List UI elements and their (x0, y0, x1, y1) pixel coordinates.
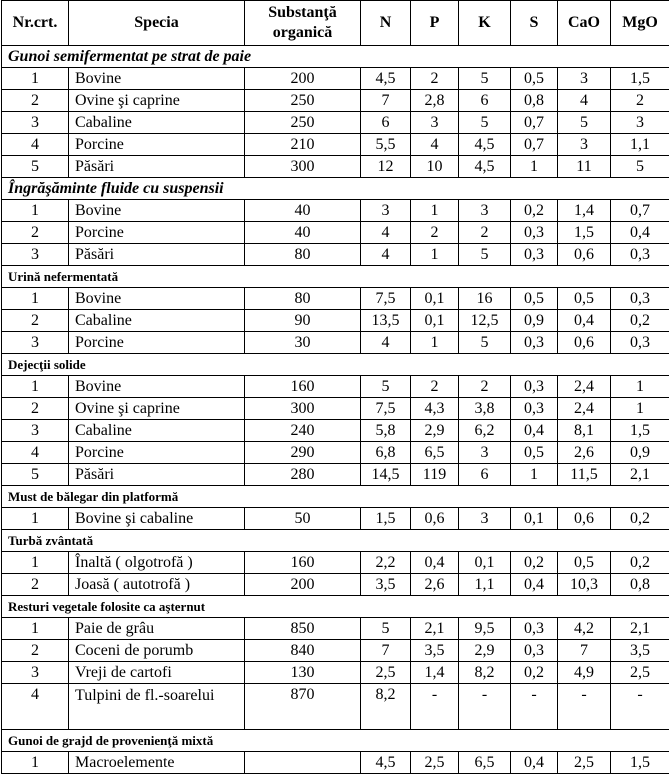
cell-nr: 2 (2, 222, 69, 244)
header-row (2, 1, 669, 46)
cell-k: 4,5 (459, 134, 511, 156)
table-row (2, 552, 669, 574)
cell-k: 5 (459, 332, 511, 354)
cell-substanta: 300 (245, 398, 361, 420)
cell-cao: 3 (558, 134, 611, 156)
cell-p: 2 (411, 222, 459, 244)
cell-substanta: 160 (245, 552, 361, 574)
cell-cao: 5 (558, 112, 611, 134)
cell-n: 12 (361, 156, 411, 178)
cell-cao: 4 (558, 90, 611, 112)
cell-specia: Bovine şi cabaline (69, 508, 245, 530)
cell-s: 0,3 (511, 222, 558, 244)
table-row (2, 574, 669, 596)
cell-mgo: 0,9 (611, 442, 669, 464)
table-row (2, 464, 669, 486)
cell-n: 14,5 (361, 464, 411, 486)
cell-mgo: 1,5 (611, 68, 669, 90)
cell-k: 2,9 (459, 640, 511, 662)
cell-substanta: 250 (245, 90, 361, 112)
cell-mgo: 2,1 (611, 618, 669, 640)
cell-mgo: 2 (611, 90, 669, 112)
cell-specia: Coceni de porumb (69, 640, 245, 662)
cell-mgo: 0,2 (611, 310, 669, 332)
cell-substanta: 30 (245, 332, 361, 354)
cell-p: 2,9 (411, 420, 459, 442)
col-header-p: P (411, 1, 459, 46)
cell-cao: 10,3 (558, 574, 611, 596)
cell-p: 4,3 (411, 398, 459, 420)
cell-n: 1,5 (361, 508, 411, 530)
cell-n: 7,5 (361, 398, 411, 420)
cell-substanta: 290 (245, 442, 361, 464)
cell-cao: 11,5 (558, 464, 611, 486)
col-header-mgo: MgO (611, 1, 669, 46)
cell-cao: 4,9 (558, 662, 611, 684)
cell-cao: 0,5 (558, 288, 611, 310)
cell-p: 0,6 (411, 508, 459, 530)
cell-s: 0,3 (511, 376, 558, 398)
cell-s: 0,2 (511, 200, 558, 222)
cell-s: 1 (511, 156, 558, 178)
cell-nr: 2 (2, 310, 69, 332)
table-row (2, 640, 669, 662)
cell-specia: Bovine (69, 288, 245, 310)
cell-s: 0,4 (511, 420, 558, 442)
table-row (2, 68, 669, 90)
cell-nr: 3 (2, 332, 69, 354)
cell-p: - (411, 684, 459, 730)
cell-s: 0,3 (511, 640, 558, 662)
cell-mgo: 0,2 (611, 552, 669, 574)
cell-p: 1 (411, 244, 459, 266)
section-title: Îngrăşăminte fluide cu suspensii (2, 178, 669, 200)
table-row (2, 222, 669, 244)
cell-cao: 2,4 (558, 398, 611, 420)
cell-substanta: 160 (245, 376, 361, 398)
table-row (2, 752, 669, 774)
cell-p: 3,5 (411, 640, 459, 662)
cell-n: 7 (361, 90, 411, 112)
cell-specia: Înaltă ( olgotrofă ) (69, 552, 245, 574)
cell-cao: 2,4 (558, 376, 611, 398)
table-row (2, 90, 669, 112)
cell-p: 119 (411, 464, 459, 486)
cell-k: 3 (459, 200, 511, 222)
cell-s: 0,5 (511, 288, 558, 310)
cell-specia: Cabaline (69, 112, 245, 134)
cell-n: 3 (361, 200, 411, 222)
section-header-row (2, 730, 669, 752)
cell-nr: 3 (2, 420, 69, 442)
cell-substanta: 80 (245, 288, 361, 310)
cell-n: 8,2 (361, 684, 411, 730)
cell-p: 2,5 (411, 752, 459, 774)
cell-k: 3 (459, 442, 511, 464)
cell-k: 5 (459, 68, 511, 90)
cell-s: 0,3 (511, 398, 558, 420)
section-header-row (2, 530, 669, 552)
cell-s: 0,7 (511, 112, 558, 134)
cell-n: 6 (361, 112, 411, 134)
cell-nr: 1 (2, 618, 69, 640)
cell-mgo: 0,7 (611, 200, 669, 222)
cell-cao: 0,6 (558, 332, 611, 354)
cell-s: 0,3 (511, 332, 558, 354)
cell-nr: 2 (2, 90, 69, 112)
cell-substanta: 200 (245, 68, 361, 90)
cell-substanta: 280 (245, 464, 361, 486)
section-title: Must de bălegar din platformă (2, 486, 669, 508)
cell-cao: 4,2 (558, 618, 611, 640)
table-row (2, 376, 669, 398)
cell-mgo: 0,3 (611, 332, 669, 354)
cell-mgo: 0,4 (611, 222, 669, 244)
cell-n: 3,5 (361, 574, 411, 596)
cell-mgo: 1,5 (611, 420, 669, 442)
cell-k: 6,5 (459, 752, 511, 774)
cell-k: 2 (459, 222, 511, 244)
cell-k: 12,5 (459, 310, 511, 332)
cell-mgo: 1,5 (611, 752, 669, 774)
cell-s: 0,7 (511, 134, 558, 156)
cell-p: 3 (411, 112, 459, 134)
cell-cao: 0,6 (558, 244, 611, 266)
cell-nr: 2 (2, 574, 69, 596)
cell-s: 0,2 (511, 662, 558, 684)
table-row (2, 310, 669, 332)
cell-substanta: 80 (245, 244, 361, 266)
cell-nr: 4 (2, 134, 69, 156)
cell-s: 0,9 (511, 310, 558, 332)
cell-cao: 1,4 (558, 200, 611, 222)
cell-specia: Joasă ( autotrofă ) (69, 574, 245, 596)
cell-specia: Ovine şi caprine (69, 90, 245, 112)
cell-nr: 1 (2, 508, 69, 530)
cell-substanta: 200 (245, 574, 361, 596)
cell-specia: Porcine (69, 222, 245, 244)
cell-nr: 5 (2, 156, 69, 178)
cell-nr: 1 (2, 376, 69, 398)
table-row (2, 618, 669, 640)
cell-nr: 2 (2, 640, 69, 662)
cell-n: 4 (361, 222, 411, 244)
cell-cao: 8,1 (558, 420, 611, 442)
section-header-row (2, 178, 669, 200)
cell-k: 3,8 (459, 398, 511, 420)
cell-cao: 3 (558, 68, 611, 90)
table-row (2, 200, 669, 222)
cell-mgo: 0,8 (611, 574, 669, 596)
cell-specia: Bovine (69, 68, 245, 90)
cell-n: 5,8 (361, 420, 411, 442)
cell-n: 4,5 (361, 68, 411, 90)
cell-cao: 0,5 (558, 552, 611, 574)
cell-substanta: 90 (245, 310, 361, 332)
cell-n: 4 (361, 332, 411, 354)
cell-k: 1,1 (459, 574, 511, 596)
cell-s: 0,1 (511, 508, 558, 530)
cell-s: 0,5 (511, 442, 558, 464)
cell-p: 2,6 (411, 574, 459, 596)
cell-k: 5 (459, 244, 511, 266)
cell-k: 2 (459, 376, 511, 398)
cell-substanta: 850 (245, 618, 361, 640)
cell-s: 0,5 (511, 68, 558, 90)
table-row (2, 288, 669, 310)
cell-nr: 2 (2, 398, 69, 420)
table-row (2, 112, 669, 134)
cell-k: 6,2 (459, 420, 511, 442)
cell-n: 6,8 (361, 442, 411, 464)
table-row (2, 420, 669, 442)
cell-substanta: 300 (245, 156, 361, 178)
cell-specia: Paie de grâu (69, 618, 245, 640)
cell-k: 16 (459, 288, 511, 310)
cell-mgo: 3 (611, 112, 669, 134)
col-header-k: K (459, 1, 511, 46)
section-header-row (2, 354, 669, 376)
cell-s: 0,4 (511, 752, 558, 774)
cell-substanta: 210 (245, 134, 361, 156)
cell-cao: 7 (558, 640, 611, 662)
cell-n: 5,5 (361, 134, 411, 156)
cell-p: 10 (411, 156, 459, 178)
cell-p: 1 (411, 332, 459, 354)
col-header-specia: Specia (69, 1, 245, 46)
cell-p: 1 (411, 200, 459, 222)
cell-s: 0,3 (511, 618, 558, 640)
cell-n: 4 (361, 244, 411, 266)
col-header-n: N (361, 1, 411, 46)
cell-mgo: 1 (611, 398, 669, 420)
fertilizer-composition-table (1, 0, 669, 774)
section-title: Urină nefermentată (2, 266, 669, 288)
cell-specia: Porcine (69, 134, 245, 156)
cell-k: 4,5 (459, 156, 511, 178)
cell-cao: 0,6 (558, 508, 611, 530)
cell-mgo: 1 (611, 376, 669, 398)
cell-specia: Porcine (69, 442, 245, 464)
section-header-row (2, 266, 669, 288)
cell-n: 7 (361, 640, 411, 662)
cell-p: 2,8 (411, 90, 459, 112)
cell-nr: 4 (2, 442, 69, 464)
section-title: Resturi vegetale folosite ca aşternut (2, 596, 669, 618)
cell-p: 0,1 (411, 288, 459, 310)
cell-nr: 5 (2, 464, 69, 486)
col-header-substanta: Substanţă organică (245, 1, 361, 46)
cell-s: 0,3 (511, 244, 558, 266)
cell-n: 5 (361, 618, 411, 640)
table-row (2, 156, 669, 178)
cell-specia: Păsări (69, 464, 245, 486)
cell-p: 1,4 (411, 662, 459, 684)
cell-cao: 1,5 (558, 222, 611, 244)
cell-k: 3 (459, 508, 511, 530)
cell-substanta: 130 (245, 662, 361, 684)
cell-specia: Bovine (69, 376, 245, 398)
cell-substanta: 50 (245, 508, 361, 530)
col-header-nr: Nr.crt. (2, 1, 69, 46)
cell-k: 6 (459, 90, 511, 112)
cell-cao: - (558, 684, 611, 730)
cell-p: 6,5 (411, 442, 459, 464)
section-header-row (2, 46, 669, 68)
cell-s: 1 (511, 464, 558, 486)
cell-cao: 2,5 (558, 752, 611, 774)
cell-nr: 1 (2, 552, 69, 574)
cell-nr: 3 (2, 662, 69, 684)
cell-p: 0,4 (411, 552, 459, 574)
cell-p: 2 (411, 376, 459, 398)
cell-substanta: 840 (245, 640, 361, 662)
cell-mgo: 0,3 (611, 288, 669, 310)
cell-specia: Păsări (69, 244, 245, 266)
section-title: Gunoi de grajd de provenienţă mixtă (2, 730, 669, 752)
cell-specia: Cabaline (69, 420, 245, 442)
cell-nr: 1 (2, 752, 69, 774)
cell-substanta: 240 (245, 420, 361, 442)
cell-mgo: 2,5 (611, 662, 669, 684)
cell-k: 5 (459, 112, 511, 134)
cell-k: 0,1 (459, 552, 511, 574)
cell-n: 7,5 (361, 288, 411, 310)
cell-mgo: 5 (611, 156, 669, 178)
cell-nr: 4 (2, 684, 69, 730)
cell-specia: Vreji de cartofi (69, 662, 245, 684)
cell-mgo: 0,2 (611, 508, 669, 530)
cell-p: 0,1 (411, 310, 459, 332)
cell-mgo: 1,1 (611, 134, 669, 156)
cell-p: 2 (411, 68, 459, 90)
table-row (2, 332, 669, 354)
cell-nr: 3 (2, 244, 69, 266)
cell-n: 13,5 (361, 310, 411, 332)
cell-substanta: 40 (245, 222, 361, 244)
table-row (2, 442, 669, 464)
cell-k: 9,5 (459, 618, 511, 640)
cell-nr: 1 (2, 200, 69, 222)
cell-n: 5 (361, 376, 411, 398)
cell-cao: 2,6 (558, 442, 611, 464)
cell-specia: Ovine şi caprine (69, 398, 245, 420)
table-body (2, 46, 669, 774)
cell-k: 8,2 (459, 662, 511, 684)
cell-s: 0,8 (511, 90, 558, 112)
cell-nr: 1 (2, 288, 69, 310)
cell-s: - (511, 684, 558, 730)
cell-mgo: 2,1 (611, 464, 669, 486)
table-row (2, 134, 669, 156)
cell-nr: 3 (2, 112, 69, 134)
section-header-row (2, 596, 669, 618)
cell-specia: Păsări (69, 156, 245, 178)
cell-specia: Macroelemente (69, 752, 245, 774)
cell-p: 4 (411, 134, 459, 156)
cell-substanta (245, 752, 361, 774)
cell-mgo: - (611, 684, 669, 730)
table-row (2, 244, 669, 266)
cell-p: 2,1 (411, 618, 459, 640)
cell-mgo: 3,5 (611, 640, 669, 662)
section-header-row (2, 486, 669, 508)
cell-specia: Porcine (69, 332, 245, 354)
table-row (2, 684, 669, 730)
cell-specia: Cabaline (69, 310, 245, 332)
cell-k: 6 (459, 464, 511, 486)
table-row (2, 662, 669, 684)
cell-specia: Tulpini de fl.-soarelui (69, 684, 245, 730)
cell-substanta: 40 (245, 200, 361, 222)
cell-n: 2,5 (361, 662, 411, 684)
cell-substanta: 870 (245, 684, 361, 730)
cell-specia: Bovine (69, 200, 245, 222)
cell-n: 4,5 (361, 752, 411, 774)
cell-s: 0,2 (511, 552, 558, 574)
cell-nr: 1 (2, 68, 69, 90)
section-title: Dejecţii solide (2, 354, 669, 376)
col-header-s: S (511, 1, 558, 46)
cell-s: 0,4 (511, 574, 558, 596)
cell-cao: 0,4 (558, 310, 611, 332)
table-row (2, 398, 669, 420)
col-header-cao: CaO (558, 1, 611, 46)
cell-n: 2,2 (361, 552, 411, 574)
section-title: Turbă zvântată (2, 530, 669, 552)
cell-cao: 11 (558, 156, 611, 178)
section-title: Gunoi semifermentat pe strat de paie (2, 46, 669, 68)
cell-mgo: 0,3 (611, 244, 669, 266)
table-row (2, 508, 669, 530)
cell-substanta: 250 (245, 112, 361, 134)
cell-k: - (459, 684, 511, 730)
